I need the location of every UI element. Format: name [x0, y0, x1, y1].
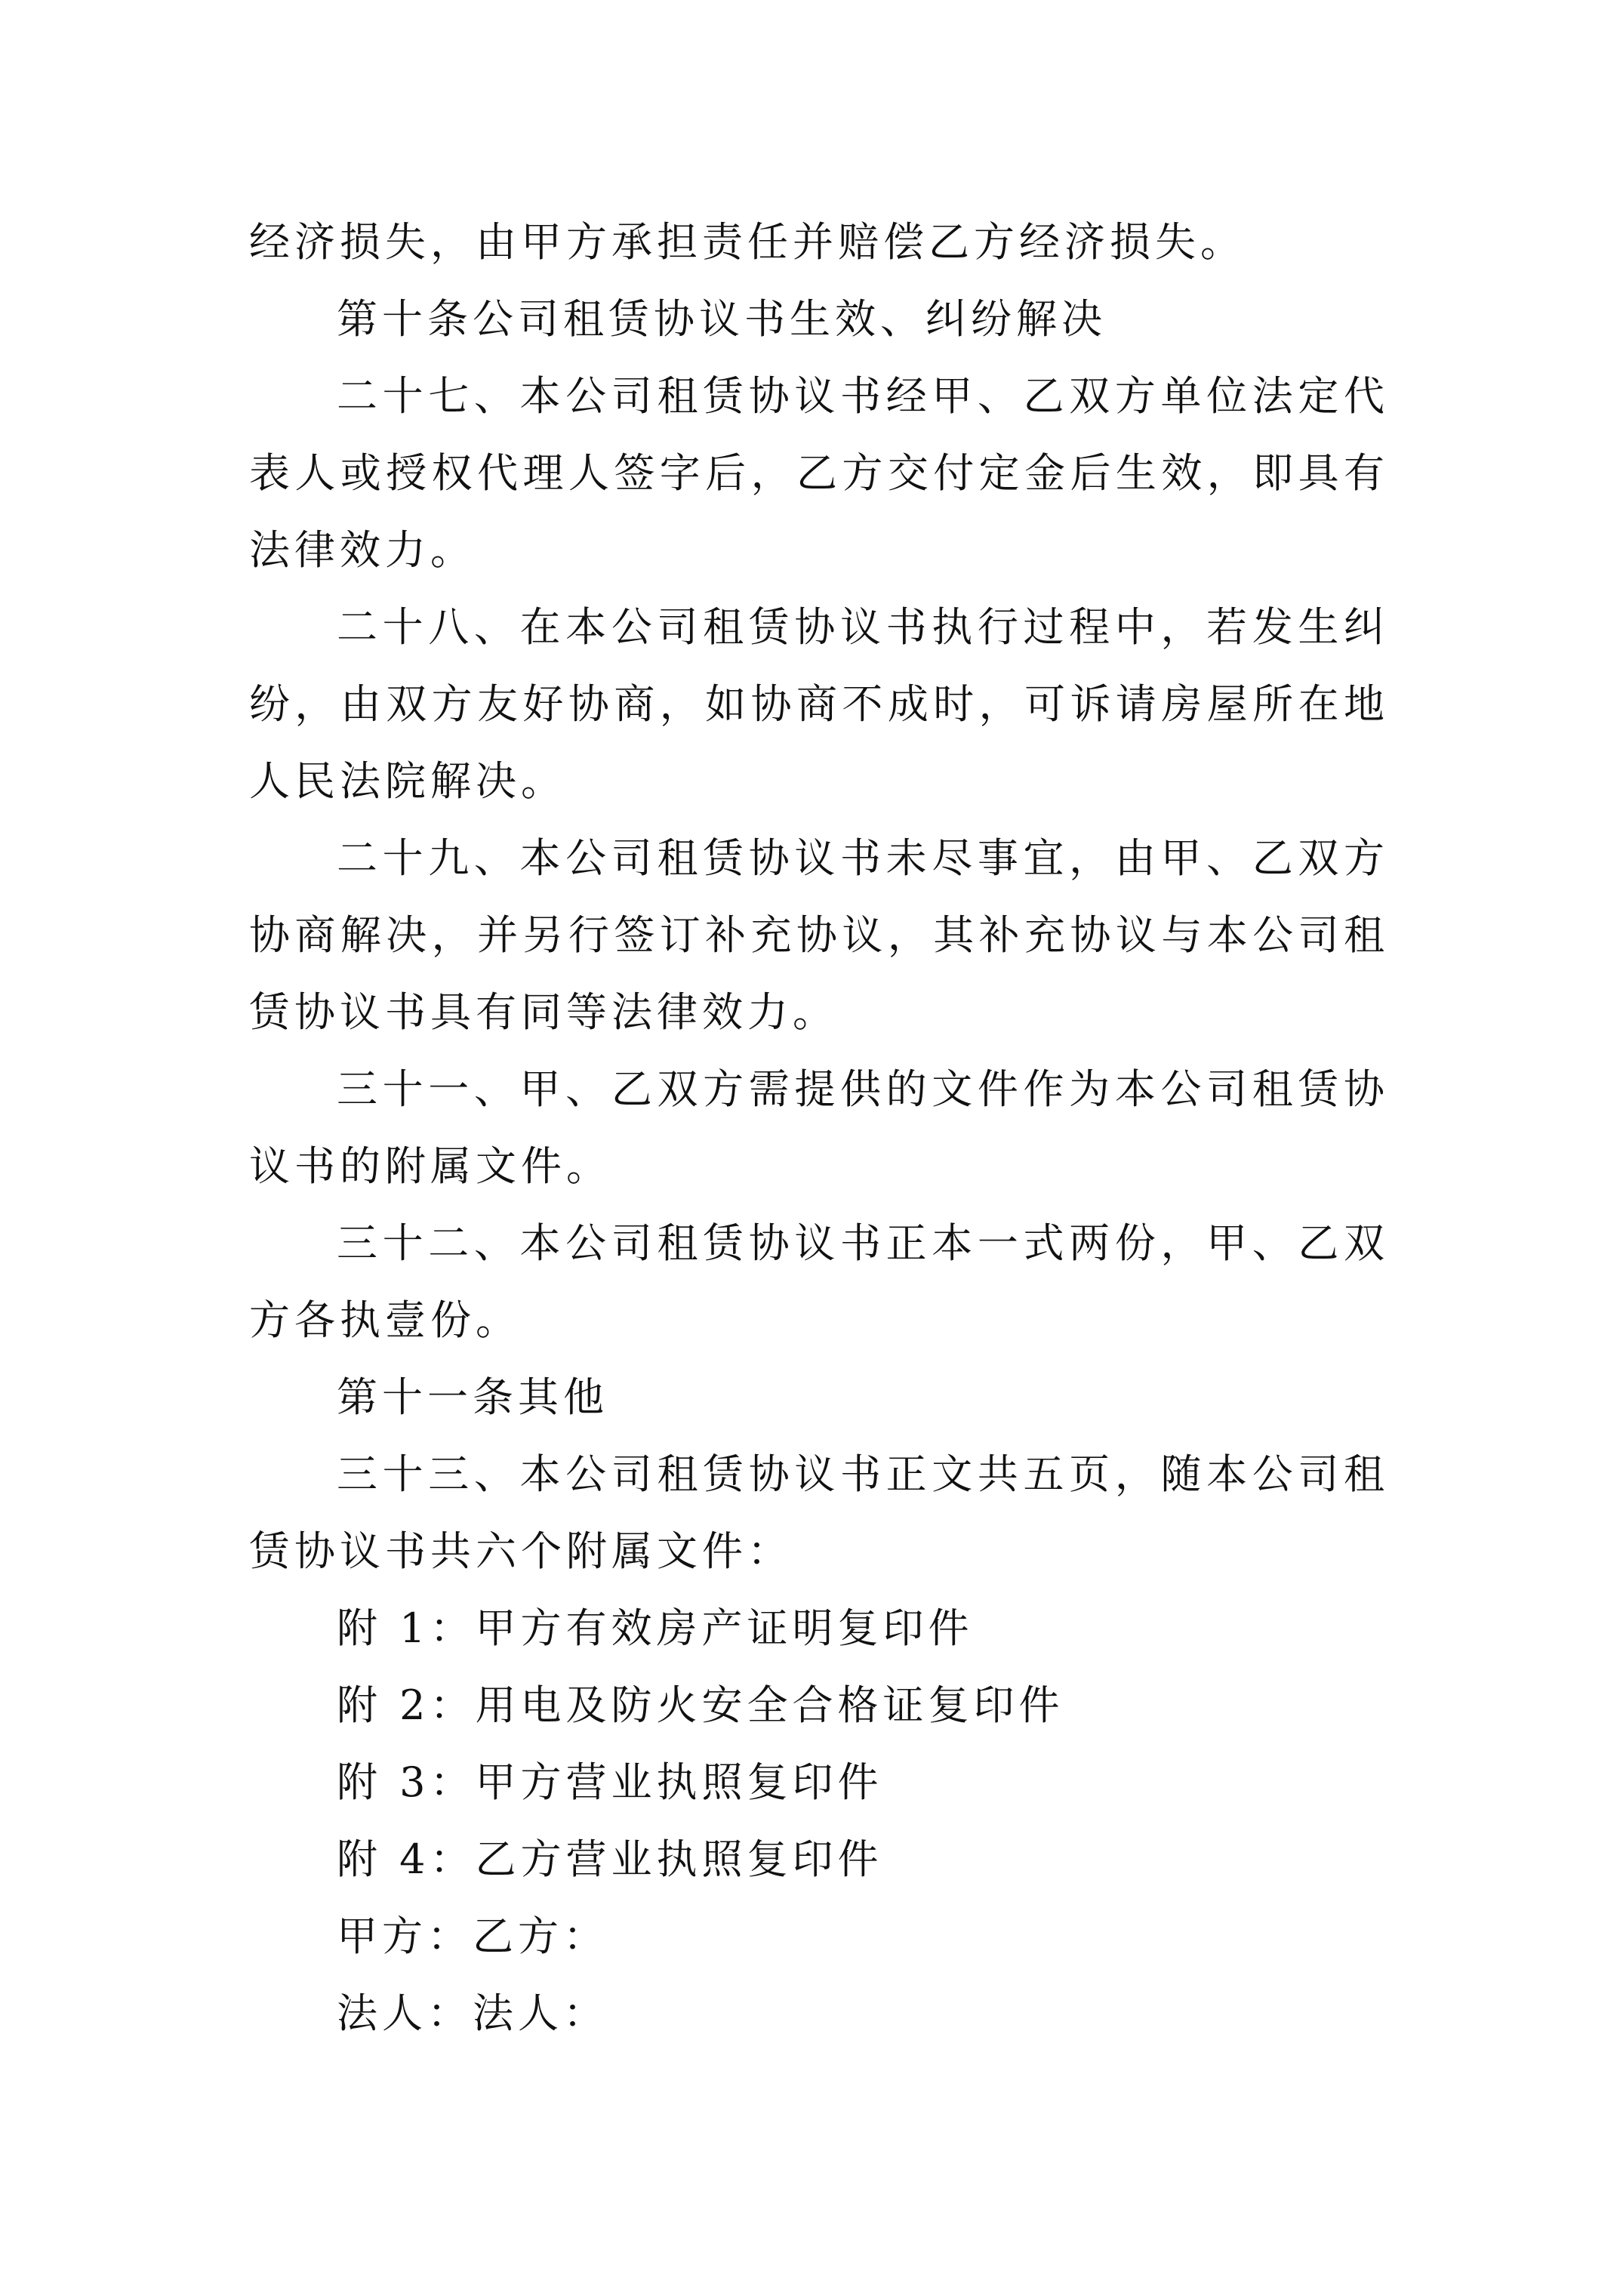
clause-32: 三十二、本公司租赁协议书正本一式两份，甲、乙双方各执壹份。: [249, 1219, 1389, 1344]
section-heading-article-10: 第十条公司租赁协议书生效、纠纷解决: [337, 295, 1107, 343]
signature-parties-line: 甲方：乙方：: [337, 1912, 608, 1960]
clause-28: 二十八、在本公司租赁协议书执行过程中，若发生纠纷，由双方友好协商，如协商不成时，可诉请房屋所在地人民法院解决。: [249, 603, 1389, 805]
attachment-3: 附 3：甲方营业执照复印件: [337, 1758, 883, 1806]
section-heading-article-11: 第十一条其他: [337, 1373, 608, 1421]
attachment-4: 附 4：乙方营业执照复印件: [337, 1835, 883, 1883]
document-body: [249, 204, 1389, 2052]
paragraph-continuation: 经济损失，由甲方承担责任并赔偿乙方经济损失。: [249, 218, 1246, 266]
attachment-2: 附 2：用电及防火安全合格证复印件: [337, 1681, 1064, 1729]
clause-31: 三十一、甲、乙双方需提供的文件作为本公司租赁协议书的附属文件。: [249, 1065, 1389, 1190]
clause-33: 三十三、本公司租赁协议书正文共五页，随本公司租赁协议书共六个附属文件：: [249, 1450, 1389, 1575]
clause-27: 二十七、本公司租赁协议书经甲、乙双方单位法定代表人或授权代理人签字后，乙方交付定金后生效，即具有法律效力。: [249, 372, 1389, 574]
signature-legal-person-line: 法人：法人：: [337, 1989, 608, 2037]
attachment-1: 附 1：甲方有效房产证明复印件: [337, 1604, 974, 1652]
clause-29: 二十九、本公司租赁协议书未尽事宜，由甲、乙双方协商解决，并另行签订补充协议，其补充协议与本公司租赁协议书具有同等法律效力。: [249, 834, 1389, 1036]
